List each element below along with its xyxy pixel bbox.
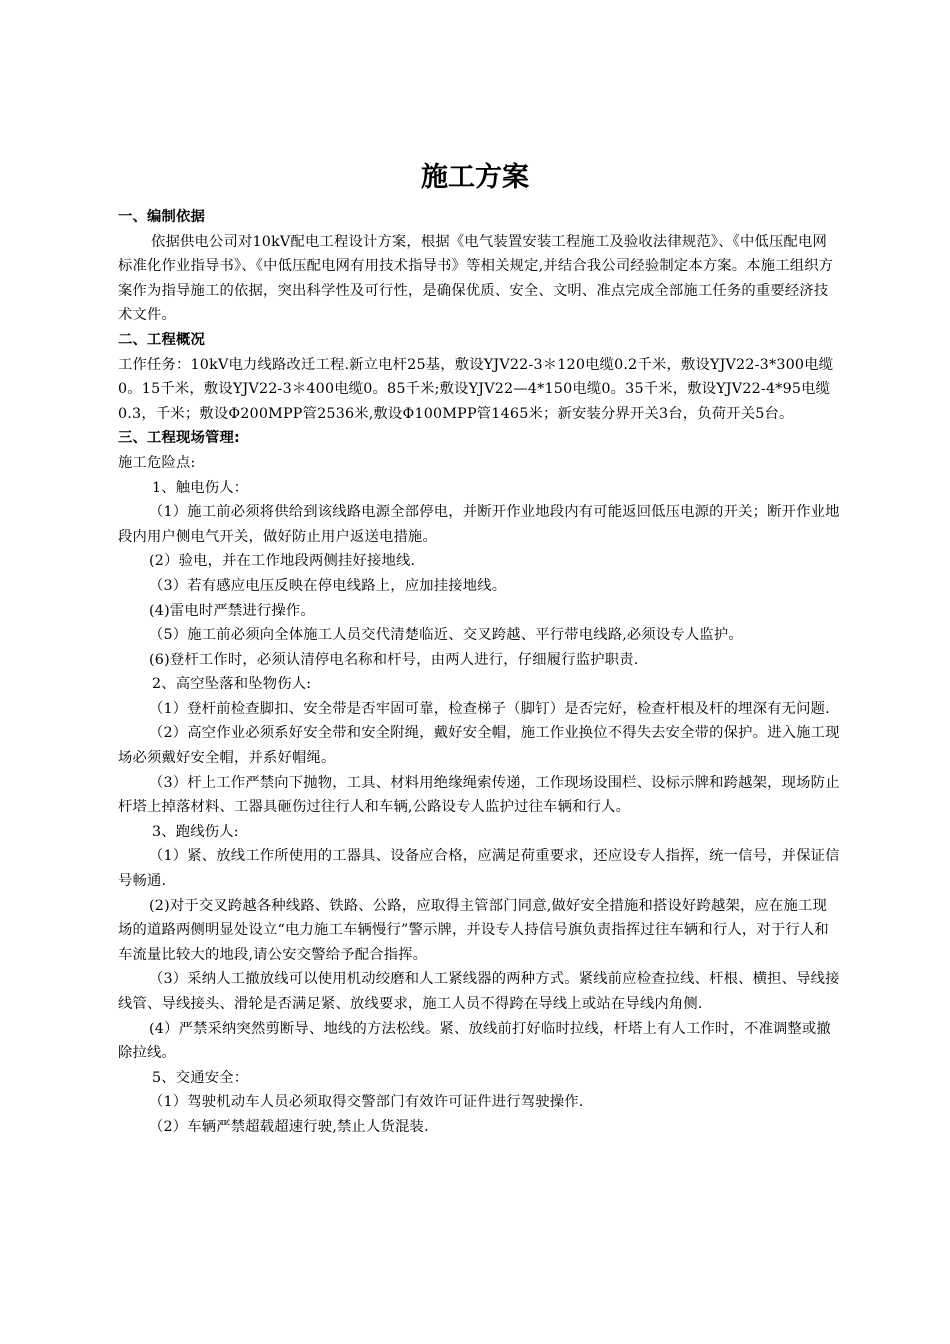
list-item: （2）高空作业必须系好安全带和安全附绳，戴好安全帽，施工作业换位不得失去安全带的保护。进入施工现场必须戴好安全帽，并系好帽绳。: [118, 725, 840, 767]
list-item: （1）登杆前检查脚扣、安全带是否牢固可靠，检查梯子（脚钉）是否完好，检查杆根及杆的埋深有无问题.: [149, 700, 830, 717]
list-item: (2）验电，并在工作地段两侧挂好接地线.: [149, 553, 416, 570]
hazard-heading-falling: 2、高空坠落和坠物伤人:: [152, 676, 312, 693]
section-heading-overview: 二、工程概况: [118, 331, 205, 348]
document-title: 施工方案: [421, 162, 529, 193]
list-item: （3）若有感应电压反映在停电线路上，应加挂接地线。: [149, 577, 507, 594]
hazard-heading-traffic: 5、交通安全：: [152, 1069, 249, 1086]
hazard-points-label: 施工危险点:: [118, 454, 196, 471]
list-item: （3）采纳人工撤放线可以使用机动绞磨和人工紧线器的两种方式。紧线前应检查拉线、杆根、横担、导线接线管、导线接头、滑轮是否满足紧、放线要求，施工人员不得跨在导线上或站在导线内角侧.: [118, 971, 840, 1012]
list-item: (4)雷电时严禁进行操作。: [149, 602, 315, 619]
document-body: [118, 205, 840, 1140]
hazard-heading-electric-shock: 1、触电伤人：: [152, 479, 249, 496]
list-item: （3）杆上工作严禁向下抛物，工具、材料用绝缘绳索传递，工作现场设围栏、设标示牌和跨越架，现场防止杆塔上掉落材料、工器具砸伤过往行人和车辆,公路设专人监护过往车辆和行人。: [118, 774, 840, 816]
list-item: （1）驾驶机动车人员必须取得交警部门有效许可证件进行驾驶操作.: [149, 1094, 584, 1111]
list-item: （5）施工前必须向全体施工人员交代清楚临近、交叉跨越、平行带电线路,必须设专人监护。: [149, 627, 743, 644]
list-item: (4）严禁采纳突然剪断导、地线的方法松线。紧、放线前打好临时拉线，杆塔上有人工作时，不准调整或撤除拉线。: [118, 1020, 831, 1062]
list-item: (2)对于交叉跨越各种线路、铁路、公路，应取得主管部门同意,做好安全措施和搭设好跨越架，应在施工现场的道路两侧明显处设立“电力施工车辆慢行”警示牌，并设专人持信号旗负责指挥过往车辆和行人，对于行人和车流量比较大的地段,请公安交警给予配合指挥。: [118, 897, 829, 963]
hazard-heading-running-line: 3、跑线伤人:: [152, 823, 239, 840]
list-item: （1）紧、放线工作所使用的工器具、设备应合格，应满足荷重要求，还应设专人指挥，统一信号，并保证信号畅通.: [118, 848, 840, 890]
section-heading-site-management: 三、工程现场管理:: [118, 430, 240, 447]
basis-paragraph: 依据供电公司对10kV配电工程设计方案，根据《电气装置安装工程施工及验收法律规范》、《中低压配电网标准化作业指导书》、《中低压配电网有用技术指导书》等相关规定,并结合我公司经验制定本方案。本施工组织方案作为指导施工的依据，突出科学性及可行性，是确保优质、安全、文明、准点完成全部施工任务的重要经济技术文件。: [118, 233, 834, 324]
list-item: (6)登杆工作时，必须认清停电名称和杆号，由两人进行，仔细履行监护职责.: [149, 651, 639, 668]
list-item: （2）车辆严禁超载超速行驶,禁止人货混装.: [149, 1118, 429, 1135]
section-heading-basis: 一、编制依据: [118, 209, 205, 225]
list-item: （1）施工前必须将供给到该线路电源全部停电，并断开作业地段内有可能返回低压电源的开关；断开作业地段内用户侧电气开关，做好防止用户返送电措施。: [118, 504, 840, 545]
overview-paragraph: 工作任务：10kV电力线路改迁工程.新立电杆25基，敷设YJV22-3＊120电缆0.2千米，敷设YJV22-3*300电缆0。15千米，敷设YJV22-3＊400电缆0。85千米;敷设YJV22—4*150电缆0。35千米，敷设YJV22-4*95电缆0.3，千米；敷设Φ200MPP管2536米,敷设Φ100MPP管1465米；新安装分界开关3台，负荷开关5台。: [118, 356, 834, 422]
